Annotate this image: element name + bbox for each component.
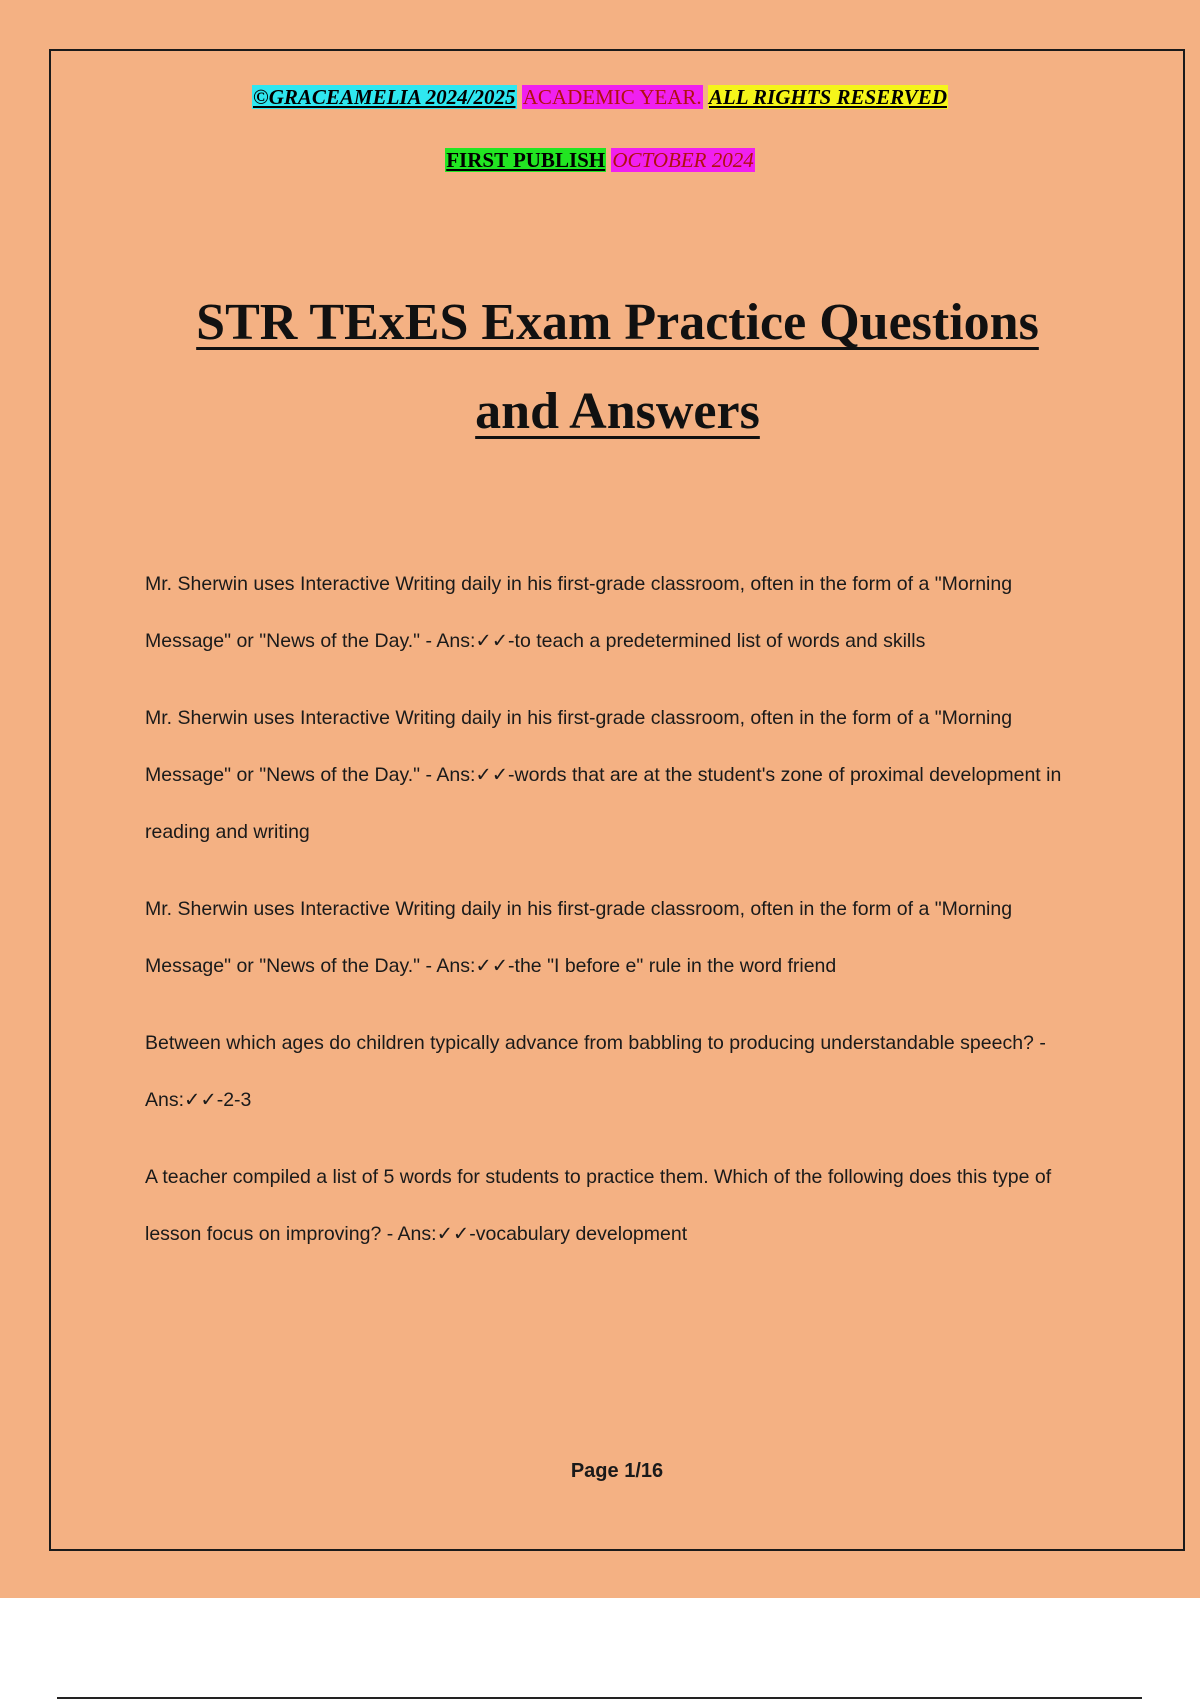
qa-item: Mr. Sherwin uses Interactive Writing daily in his first-grade classroom, often in the form of a "Morning Message" or "News of the Day." - Ans:✓✓-to teach a predetermined list of words and skills xyxy=(145,573,1013,652)
rights-reserved-text: ALL RIGHTS RESERVED xyxy=(708,85,947,109)
publish-date-text: OCTOBER 2024 xyxy=(612,148,754,172)
qa-item: Mr. Sherwin uses Interactive Writing daily in his first-grade classroom, often in the form of a "Morning Message" or "News of the Day." - Ans:✓✓-the "I before e" rule in the word friend xyxy=(145,898,1013,977)
qa-item: A teacher compiled a list of 5 words for students to practice them. Which of the following does this type of lesson focus on improving? - Ans:✓✓-vocabulary development xyxy=(145,1166,1052,1245)
next-page-divider xyxy=(57,1697,1142,1699)
page-number: Page 1/16 xyxy=(570,1460,664,1482)
publish-header xyxy=(0,147,1200,173)
title-line-1: STR TExES Exam Practice Questions xyxy=(196,294,1039,351)
copyright-text: ©GRACEAMELIA 2024/2025 xyxy=(253,85,516,109)
first-publish-text: FIRST PUBLISH xyxy=(446,148,606,172)
title-line-2: and Answers xyxy=(475,383,760,440)
qa-item: Mr. Sherwin uses Interactive Writing daily in his first-grade classroom, often in the form of a "Morning Message" or "News of the Day." - Ans:✓✓-words that are at the student's zone of proximal development in reading and writing xyxy=(145,707,1062,843)
academic-year-text: ACADEMIC YEAR. xyxy=(522,85,702,109)
document-title xyxy=(150,278,1085,456)
qa-list xyxy=(145,556,1095,1283)
copyright-header xyxy=(0,84,1200,110)
qa-item: Between which ages do children typically advance from babbling to producing understandable speech? - Ans:✓✓-2-3 xyxy=(145,1032,1046,1111)
